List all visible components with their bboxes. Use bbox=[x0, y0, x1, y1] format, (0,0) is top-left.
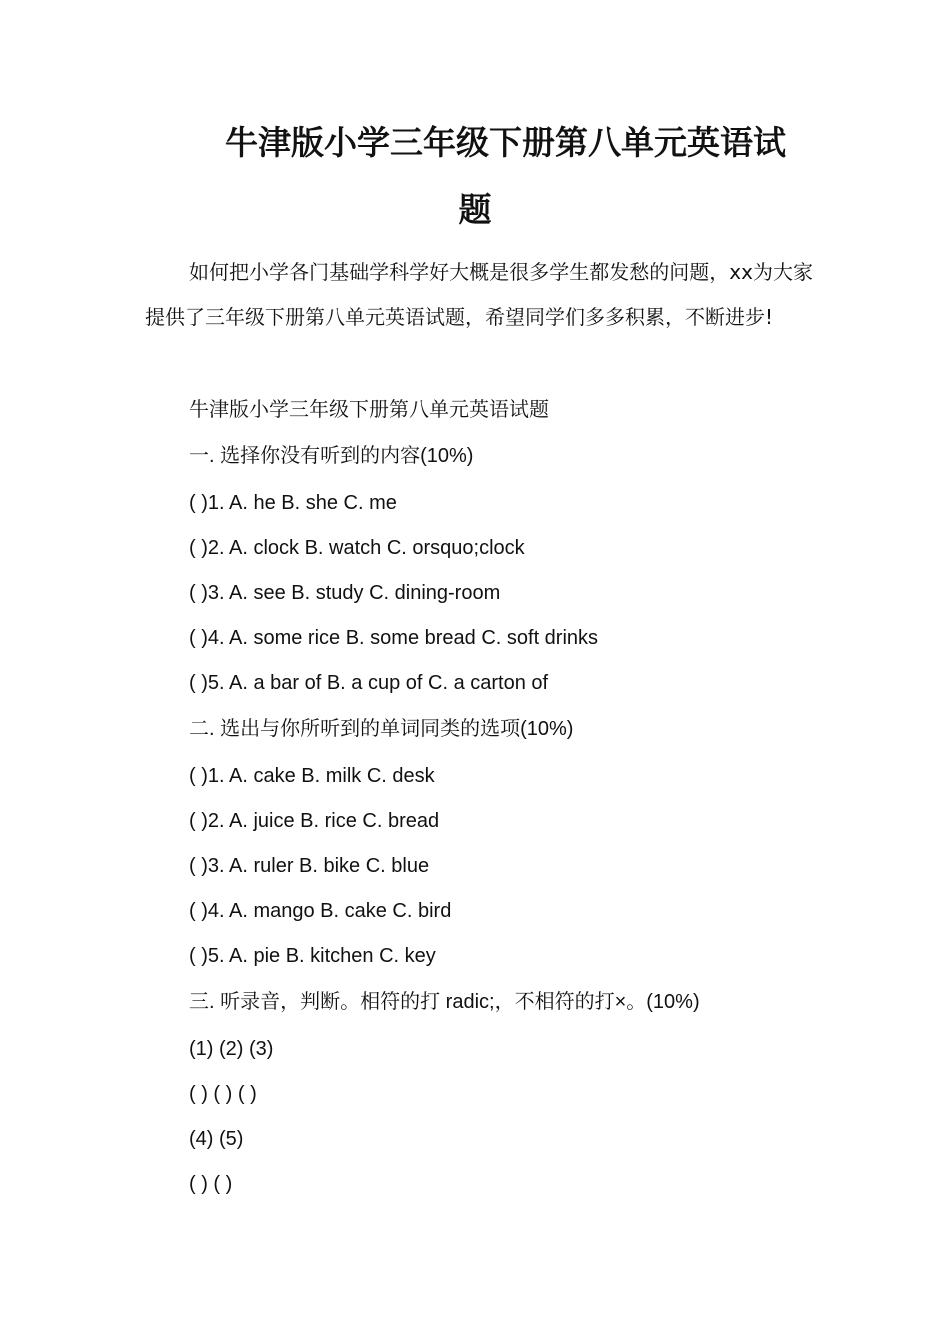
section-heading-part-3: 三. 听录音，判断。相符的打 radic;，不相符的打×。(10%) bbox=[189, 991, 700, 1013]
question-line: ( )5. A. a bar of B. a cup of C. a carton of bbox=[189, 672, 549, 694]
question-line: ( )2. A. clock B. watch C. orsquo;clock bbox=[189, 537, 525, 559]
question-line: ( )4. A. some rice B. some bread C. soft drinks bbox=[189, 627, 599, 649]
section-heading-part-1: 一. 选择你没有听到的内容(10%) bbox=[189, 445, 474, 467]
question-line: ( )2. A. juice B. rice C. bread bbox=[189, 810, 440, 832]
question-line: ( )3. A. ruler B. bike C. blue bbox=[189, 855, 430, 877]
question-line: ( )5. A. pie B. kitchen C. key bbox=[189, 945, 436, 967]
answer-line: ( ) ( ) ( ) bbox=[189, 1083, 257, 1105]
document-title-line-2: 题 bbox=[458, 190, 492, 229]
question-line: ( )1. A. he B. she C. me bbox=[189, 492, 397, 514]
answer-line: (4) (5) bbox=[189, 1128, 244, 1150]
section-heading-exam-title: 牛津版小学三年级下册第八单元英语试题 bbox=[189, 399, 549, 421]
answer-line: (1) (2) (3) bbox=[189, 1038, 274, 1060]
intro-paragraph: 如何把小学各门基础学科学好大概是很多学生都发愁的问题，xx为大家提供了三年级下册第八单元英语试题，希望同学们多多积累，不断进步! bbox=[145, 260, 813, 329]
answer-line: ( ) ( ) bbox=[189, 1173, 233, 1195]
document-title-line-1: 牛津版小学三年级下册第八单元英语试 bbox=[225, 123, 786, 162]
question-line: ( )4. A. mango B. cake C. bird bbox=[189, 900, 452, 922]
question-line: ( )1. A. cake B. milk C. desk bbox=[189, 765, 435, 787]
question-line: ( )3. A. see B. study C. dining-room bbox=[189, 582, 501, 604]
section-heading-part-2: 二. 选出与你所听到的单词同类的选项(10%) bbox=[189, 718, 574, 740]
